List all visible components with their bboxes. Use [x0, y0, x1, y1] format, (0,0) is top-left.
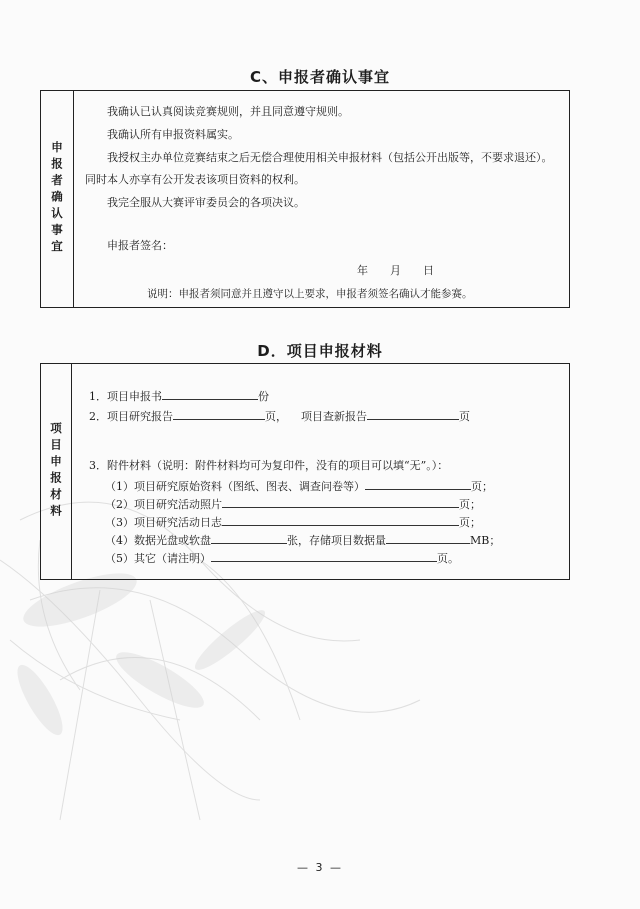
- sub-item-4: （4）数据光盘或软盘 张，存储项目数据量 MB；: [105, 534, 501, 547]
- sub-item-1-blank[interactable]: [365, 478, 471, 490]
- item-2b-blank[interactable]: [367, 408, 459, 420]
- page-number: — 3 —: [297, 861, 343, 874]
- confirm-line-4: 同时本人亦享有公开发表该项目资料的权利。: [85, 173, 305, 186]
- sub-item-5: （5）其它（请注明） 页。: [105, 552, 459, 565]
- sub-item-4-blank-a[interactable]: [211, 532, 287, 544]
- confirm-line-5: 我完全服从大赛评审委员会的各项决议。: [107, 196, 305, 209]
- sub-item-1: （1）项目研究原始资料（图纸、图表、调查问卷等） 页；: [105, 480, 493, 493]
- item-3: 3．附件材料（说明：附件材料均可为复印件，没有的项目可以填“无”。）：: [89, 459, 449, 472]
- item-1-blank[interactable]: [162, 388, 258, 400]
- confirm-line-1: 我确认已认真阅读竞赛规则，并且同意遵守规则。: [107, 105, 349, 118]
- sub-item-3: （3）项目研究活动日志 页；: [105, 516, 481, 529]
- item-1: 1．项目申报书 份: [89, 390, 269, 403]
- date-label: 年 月 日: [357, 264, 434, 277]
- sub-item-3-blank[interactable]: [222, 514, 459, 526]
- section-d-box: [40, 363, 570, 580]
- sub-item-2: （2）项目研究活动照片 页；: [105, 498, 481, 511]
- section-c-title: C、申报者确认事宜: [249, 68, 390, 86]
- confirm-line-2: 我确认所有申报资料属实。: [107, 128, 239, 141]
- section-c-box: [40, 90, 570, 308]
- section-c-note: 说明：申报者须同意并且遵守以上要求，申报者须签名确认才能参赛。: [147, 288, 473, 300]
- sub-item-4-blank-b[interactable]: [386, 532, 470, 544]
- item-2: 2．项目研究报告 页， 项目查新报告 页: [89, 410, 470, 423]
- sub-item-5-blank[interactable]: [211, 550, 437, 562]
- confirm-line-3: 我授权主办单位竞赛结束之后无偿合理使用相关申报材料（包括公开出版等，不要求退还）。: [107, 151, 553, 164]
- section-c-side-label: 申报者确认事宜: [41, 91, 74, 307]
- signature-label: 申报者签名：: [107, 239, 173, 252]
- section-d-side-label: 项目申报材料: [41, 364, 72, 579]
- section-d-title: D．项目申报材料: [257, 342, 383, 360]
- item-2-blank[interactable]: [173, 408, 265, 420]
- sub-item-2-blank[interactable]: [222, 496, 459, 508]
